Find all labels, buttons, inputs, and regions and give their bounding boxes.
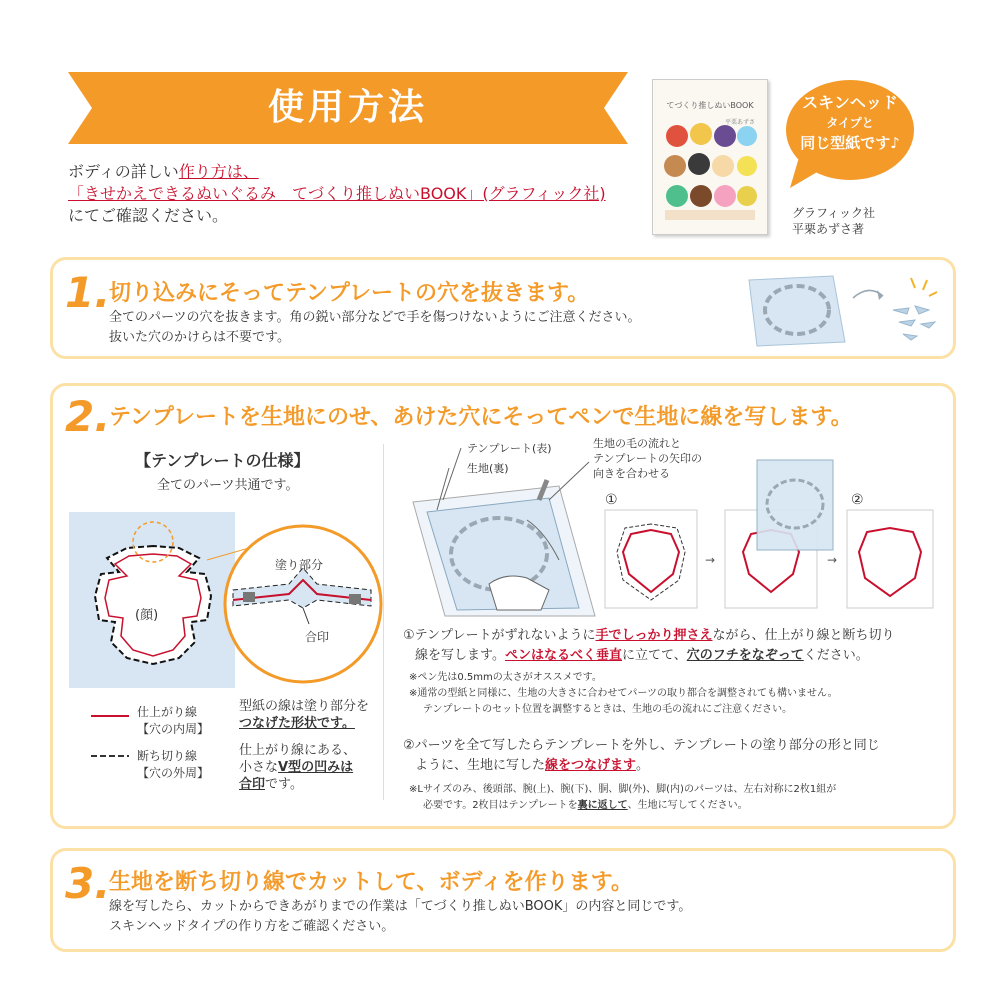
step-1-desc-line2: 抜いた穴のかけらは不要です。 <box>109 330 290 345</box>
step-3-box <box>50 848 956 952</box>
note-flip-underline: 裏に返して <box>577 800 628 811</box>
book-cover-image <box>652 79 768 235</box>
book-cover-author: 平栗あずさ <box>725 119 756 126</box>
spec-title: 【テンプレートの仕様】 <box>135 451 310 470</box>
author-name: 平栗あずさ著 <box>792 222 865 236</box>
step-3-desc-line2: スキンヘッドタイプの作り方をご確認ください。 <box>109 919 395 934</box>
note-pen-tip: ※ペン先は0.5mmの太さがオススメです。 <box>409 672 602 683</box>
svg-text:→: → <box>705 553 716 567</box>
note-b-line2: 小さな <box>239 760 279 775</box>
bubble-line2: タイプと <box>826 116 874 130</box>
inst1-d: 線を写します。 <box>415 648 505 663</box>
inst2-d: 。 <box>636 758 650 773</box>
inst2-b: ように、生地に写した <box>415 758 546 773</box>
legend-cut-line-note: 【穴の外周】 <box>137 766 210 780</box>
legend-cut-line-label: 断ち切り線 <box>137 749 198 763</box>
note-b-line2-underline: V型の凹みは <box>278 760 354 775</box>
step-1-number: 1. <box>65 268 111 317</box>
step-3-desc-line1: 線を写したら、カットからできあがりまでの作業は「てづくり推しぬいBOOK」の内容と同じです。 <box>109 899 692 914</box>
page-title: 使用方法 <box>267 87 428 128</box>
note-l-size: ※Lサイズのみ、後頭部、腕(上)、腕(下)、胴、脚(外)、脚(内)のパーツは、左右対称に2枚1組が <box>409 784 837 795</box>
bubble-line3: 同じ型紙です♪ <box>800 134 900 152</box>
instruction-2-notes <box>409 782 939 814</box>
step-2-box <box>50 383 956 829</box>
book-cover-title: てづくり推しぬいBOOK <box>666 101 754 110</box>
instruction-1-notes <box>409 670 939 718</box>
step-1-box <box>50 257 956 359</box>
intro-line1-prefix: ボディの詳しい <box>68 162 179 181</box>
publisher-name: グラフィック社 <box>792 206 876 220</box>
step-3-desc <box>109 897 691 937</box>
diagram-grain-note <box>593 436 702 481</box>
intro-line3: にてご確認ください。 <box>68 206 229 225</box>
legend-cut-line <box>137 748 209 782</box>
grain-note-line1: 生地の毛の流れと <box>593 437 681 450</box>
note-v-notch <box>239 742 356 793</box>
book-reference-link: 「きせかえできるぬいぐるみ てづくり推しぬいBOOK」(グラフィック社) <box>68 184 606 203</box>
template-spec-diagram <box>67 510 387 690</box>
instruction-2 <box>403 736 943 776</box>
legend-finish-line-note: 【穴の内周】 <box>137 722 210 736</box>
legend-finish-line <box>137 704 209 738</box>
step-2-title: テンプレートを生地にのせ、あけた穴にそってペンで生地に線を写します。 <box>109 405 853 430</box>
inst1-g: 穴のフチをなぞって <box>686 648 804 663</box>
step-marker-1: ① <box>605 492 618 508</box>
note-grain-direction: テンプレートのセット位置を調整するときは、生地の毛の流れにご注意ください。 <box>423 704 793 715</box>
punch-out-illustration <box>743 270 943 350</box>
face-label: (顔) <box>135 608 159 623</box>
inst1-h: ください。 <box>803 648 869 663</box>
step-2-number: 2. <box>65 392 111 441</box>
intro-text <box>68 161 668 227</box>
diagram-template-label: テンプレート(表) <box>467 442 552 455</box>
dolls-illustration <box>664 123 757 220</box>
inst2-c: 線をつなげます <box>545 758 637 773</box>
speech-bubble <box>784 80 916 192</box>
bubble-line1: スキンヘッド <box>802 93 898 112</box>
svg-text:→: → <box>827 553 838 567</box>
note-b-line3: です。 <box>265 777 303 792</box>
note-b-line1: 仕上がり線にある、 <box>239 743 357 758</box>
mark-label: 合印 <box>305 630 330 644</box>
grain-note-line2: テンプレートの矢印の <box>593 452 703 465</box>
note-flip-a: 必要です。2枚目はテンプレートを <box>423 800 578 811</box>
instruction-1 <box>403 626 943 666</box>
note-b-line3-underline: 合印 <box>239 777 266 792</box>
note-template-shape <box>239 698 369 732</box>
step-1-desc-line1: 全てのパーツの穴を抜きます。角の鋭い部分などで手を傷つけないようにご注意ください。 <box>109 310 641 325</box>
spec-subtitle: 全てのパーツ共通です。 <box>157 478 299 493</box>
paint-part-label: 塗り部分 <box>275 558 324 572</box>
inst1-c: ながら、仕上がり線と断ち切り <box>712 628 895 643</box>
note-fabric-size: ※通常の型紙と同様に、生地の大きさに合わせてパーツの取り都合を調整されても構いません。 <box>409 688 838 699</box>
step-marker-2: ② <box>851 492 864 508</box>
inst1-f: に立てて、 <box>621 648 687 663</box>
legend-finish-line-label: 仕上がり線 <box>137 705 198 719</box>
inst2-a: ②パーツを全て写したらテンプレートを外し、テンプレートの塗り部分の形と同じ <box>403 738 880 753</box>
section-divider <box>383 444 384 800</box>
legend-lines <box>89 712 133 762</box>
intro-line1-link: 作り方は、 <box>178 162 259 181</box>
title-banner <box>68 72 628 144</box>
publisher-info <box>792 205 875 237</box>
inst1-a: ①テンプレートがずれないように <box>403 628 596 643</box>
inst1-b: 手でしっかり押さえ <box>595 628 713 643</box>
note-a-line1: 型紙の線は塗り部分を <box>239 699 370 714</box>
step-3-number: 3. <box>65 859 111 908</box>
note-a-line2: つなげた形状です。 <box>239 716 355 731</box>
note-flip-b: 、生地に写してください。 <box>627 800 748 811</box>
step-1-title: 切り込みにそってテンプレートの穴を抜きます。 <box>109 281 590 306</box>
step-1-desc <box>109 308 640 348</box>
step-3-title: 生地を断ち切り線でカットして、ボディを作ります。 <box>109 870 633 895</box>
inst1-e: ペンはなるべく垂直 <box>504 648 622 663</box>
grain-note-line3: 向きを合わせる <box>593 467 670 480</box>
diagram-fabric-label: 生地(裏) <box>467 462 509 475</box>
